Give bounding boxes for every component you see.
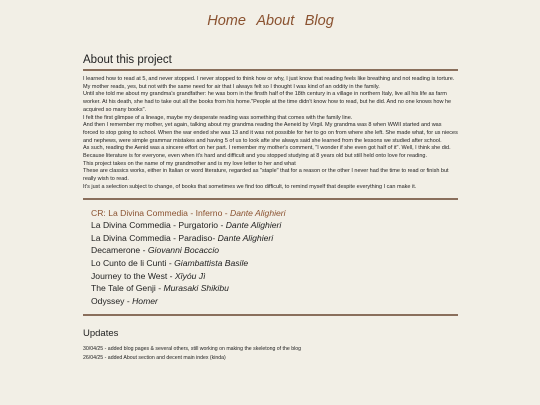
book-item[interactable]: Decamerone - Giovanni Bocaccio [91, 245, 220, 256]
updates-heading: Updates [83, 328, 119, 340]
about-paragraph: Until she told me about my grandma's grandfather: he was born in the finsth half of the 18th century in a village in northern Italy, live all his life as farm worker. At his death, she had to take out all the books from his home."People at the time didn't know how to read, but he did. And no one knows how he acquired so many books". [83, 91, 452, 113]
update-item: 30/04/25 - added blog pages & several others, still working on making the skeletong of the blog [83, 346, 302, 353]
book-title: La Divina Commedia - Inferno [108, 207, 223, 218]
book-title: The Tale of Genji [91, 283, 156, 294]
book-item[interactable]: Odyssey - Homer [91, 295, 158, 306]
nav-home-link[interactable]: Home [207, 13, 246, 29]
book-item[interactable]: The Tale of Genji - Murasaki Shikibu [91, 283, 229, 294]
about-paragraph: As such, reading the Aenid was a sincere effort on her part. I remember my mother's comment, "I wonder if she even got half of it". Well, I think she did. Because literature is for everyone, even when it's hard and difficult and you stopped studying at 8 years old but still held onto love for reading. [83, 145, 451, 160]
top-nav [83, 0, 458, 44]
book-title: La Divina Commedia - Purgatorio [91, 220, 219, 231]
update-item: 26/04/25 - added About section and decent main index (kinda) [83, 354, 226, 361]
about-paragraph: This project takes on the name of my grandmother and is my love letter to her and what [83, 160, 296, 167]
about-paragraph: And then I remember my mother, yet again, talking about my grandma reading the Aeneid by Virgil. My grandma was 8 when WWII started and was forced to stop going to school. When the war ended she was 13 and it was not possible for her to go on from where she left. She made what, for us nieces and nephews, were simple grammar mistakes and having 5 of us to look afte she always said she learned from the lessons we studied after school. [83, 122, 458, 144]
about-paragraph: These are classics works, either in Italian or word literature, regarded as "staple" that for a reason or the other I never had the time to read or finish but really wish to read. [83, 168, 449, 183]
book-item-current[interactable]: CR: La Divina Commedia - Inferno - Dante Alighieri [91, 207, 286, 218]
about-paragraph: I felt the first glimpse of a lineage, maybe my desperate reading was something that comes with the family line. [83, 114, 353, 121]
updates-section [83, 328, 458, 362]
book-author: Homer [132, 295, 158, 306]
book-author: Dante Alighieri [217, 232, 274, 243]
book-author: Giovanni Bocaccio [147, 245, 220, 256]
book-item[interactable]: La Divina Commedia - Purgatorio - Dante Alighieri [91, 220, 282, 231]
nav-about-link[interactable]: About [256, 13, 295, 29]
book-prefix: CR: [91, 207, 109, 218]
book-title: Decamerone [91, 245, 141, 256]
nav-blog-link[interactable]: Blog [304, 13, 334, 29]
book-author: Xīyóu Jì [174, 270, 206, 281]
about-paragraph: It's just a selection subject to change, of books that sometimes we find too difficult, to remind myself that despite everything I can make it. [83, 183, 417, 190]
about-heading: About this project [83, 54, 458, 71]
about-paragraph: I learned how to read at 5, and never stopped. I never stopped to think how or why, I just know that reading feels like breathing and not reading is torture. My mother reads, yes, but not with the same need for air that I always felt so I thought I was kind of an oddity in the family. [83, 76, 455, 90]
book-list [83, 200, 458, 317]
book-title: La Divina Commedia - Paradiso [91, 232, 213, 243]
page [83, 0, 458, 362]
book-author: Dante Alighieri [225, 220, 282, 231]
book-title: Lo Cunto de li Cunti [91, 257, 167, 268]
book-item[interactable]: Journey to the West - Xīyóu Jì [91, 270, 206, 281]
book-item[interactable]: La Divina Commedia - Paradiso- Dante Alighieri [91, 232, 274, 243]
about-section [83, 54, 458, 200]
book-item[interactable]: Lo Cunto de li Cunti - Giambattista Basile [91, 257, 249, 268]
book-author: Giambattista Basile [174, 257, 249, 268]
book-author: Murasaki Shikibu [163, 283, 229, 294]
book-title: Odyssey [91, 295, 125, 306]
book-title: Journey to the West [91, 270, 168, 281]
book-author: Dante Alighieri [230, 207, 286, 218]
